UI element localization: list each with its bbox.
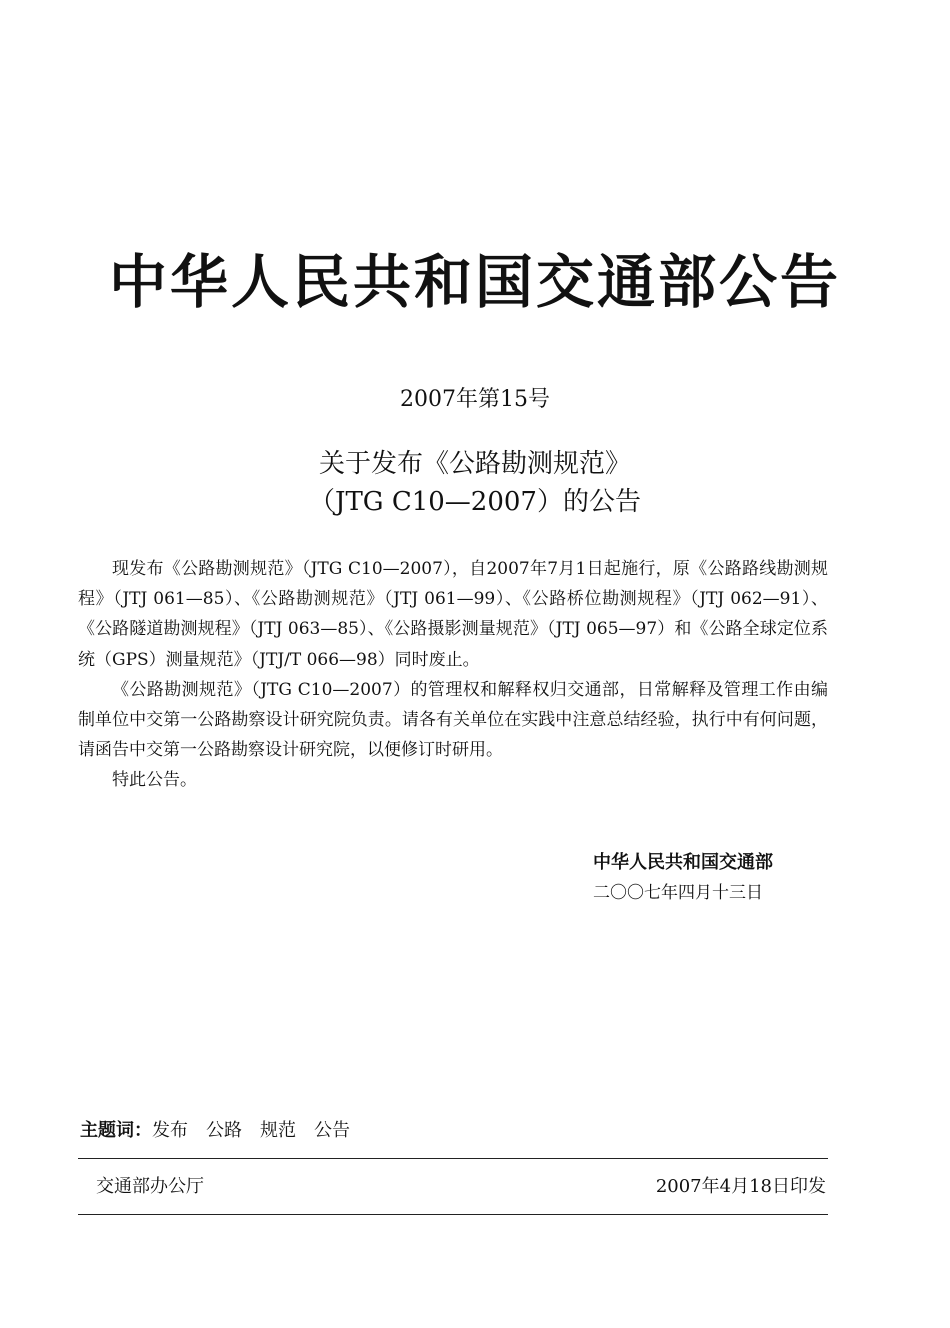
body-paragraph: 《公路勘测规范》（JTG C10—2007）的管理权和解释权归交通部，日常解释及管理工作由编制单位中交第一公路勘察设计研究院负责。请各有关单位在实践中注意总结经验，执行中有何问题，请函告中交第一公路勘察设计研究院，以便修订时研用。 [78,679,828,761]
body-paragraph: 现发布《公路勘测规范》（JTG C10—2007），自2007年7月1日起施行，原《公路路线勘测规程》（JTJ 061—85）、《公路勘测规范》（JTJ 061—99）、《公路桥位勘测规程》（JTJ 062—91）、《公路隧道勘测规程》（JTJ 063—85）、《公路摄影测量规范》（JTJ 065—97）和《公路全球定位系统（GPS）测量规范》（JTJ/T 066—98）同时废止。 [78,559,828,670]
subject-line-2: （JTG C10—2007）的公告 [309,487,641,517]
issuer-name: 中华人民共和国交通部 [593,852,773,873]
footer-rule-top [78,1158,828,1159]
keyword: 发布 [152,1120,188,1141]
keyword: 规范 [260,1120,296,1141]
issuing-office: 交通部办公厅 [96,1176,204,1197]
footer-rule-bottom [78,1214,828,1215]
body-paragraph: 特此公告。 [112,770,197,791]
keyword: 公路 [206,1120,242,1141]
signature-date: 二〇〇七年四月十三日 [593,883,763,903]
subject-line-1: 关于发布《公路勘测规范》 [318,449,631,479]
print-date: 2007年4月18日印发 [655,1176,826,1197]
issue-number: 2007年第15号 [400,387,550,412]
announcement-body [78,554,828,796]
keywords-label: 主题词： [80,1120,152,1141]
keyword: 公告 [314,1120,350,1141]
keywords-line [80,1116,368,1146]
announcement-title: 中华人民共和国交通部公告 [108,248,841,316]
